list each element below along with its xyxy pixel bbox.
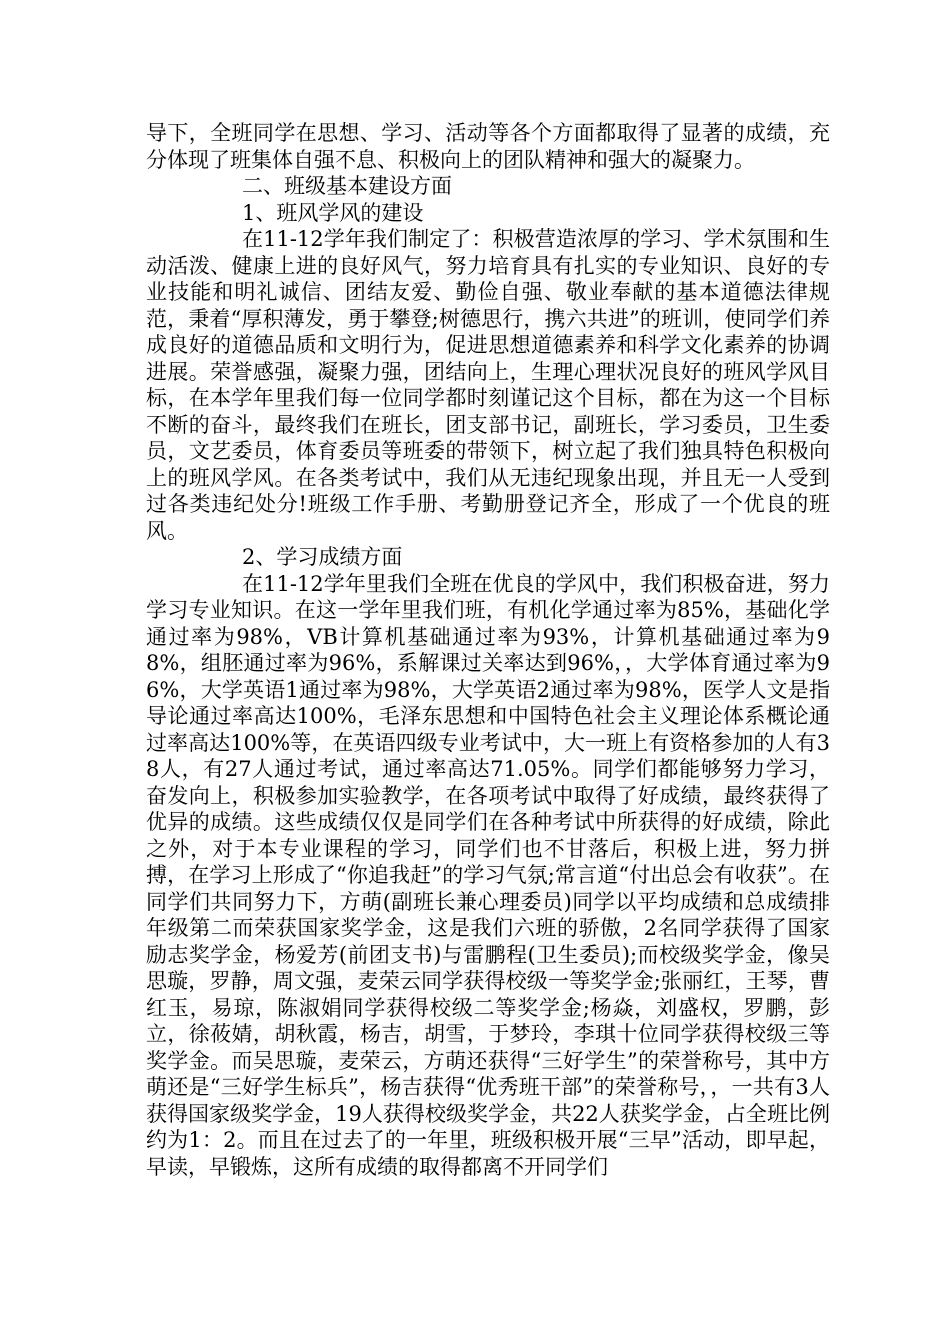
- body-paragraph-intro: 导下，全班同学在思想、学习、活动等各个方面都取得了显著的成绩，充分体现了班集体自强不息、积极向上的团队精神和强大的凝聚力。: [146, 121, 830, 172]
- body-paragraph-academic-results: 在11-12学年里我们全班在优良的学风中，我们积极奋进，努力学习专业知识。在这一学年里我们班，有机化学通过率为85%，基础化学通过率为98%，VB计算机基础通过率为93%，计算机基础通过率为98%，组胚通过率为96%，系解课过关率达到96%，，大学体育通过率为96%，大学英语1通过率为98%，大学英语2通过率为98%，医学人文是指导论通过率高达100%，毛泽东思想和中国特色社会主义理论体系概论通过率高达100%等，在英语四级专业考试中，大一班上有资格参加的人有38人，有27人通过考试，通过率高达71.05%。同学们都能够努力学习，奋发向上，积极参加实验教学，在各项考试中取得了好成绩，最终获得了优异的成绩。这些成绩仅仅是同学们在各种考试中所获得的好成绩，除此之外，对于本专业课程的学习，同学们也不甘落后，积极上进，努力拼搏，在学习上形成了“你追我赶”的学习气氛;常言道“付出总会有收获”。在同学们共同努力下，方萌(副班长兼心理委员)同学以平均成绩和总成绩排年级第二而荣获国家奖学金，这是我们六班的骄傲，2名同学获得了国家励志奖学金，杨爱芳(前团支书)与雷鹏程(卫生委员);而校级奖学金，像吴思璇，罗静，周文强，麦荣云同学获得校级一等奖学金;张丽红，王琴，曹红玉，易琼，陈淑娟同学获得校级二等奖学金;杨焱，刘盛权，罗鹏，彭立，徐莜婧，胡秋霞，杨吉，胡雪，于梦玲，李琪十位同学获得校级三等奖学金。而吴思璇，麦荣云，方萌还获得“三好学生”的荣誉称号，其中方萌还是“三好学生标兵”，杨吉获得“优秀班干部”的荣誉称号，，一共有3人获得国家级奖学金，19人获得校级奖学金，共22人获奖学金，占全班比例约为1：2。而且在过去了的一年里，班级积极开展“三早”活动，即早起，早读，早锻炼，这所有成绩的取得都离不开同学们: [146, 571, 830, 1179]
- subsection-heading-class-style: 1、班风学风的建设: [242, 200, 424, 225]
- subsection-heading-academic-results: 2、学习成绩方面: [242, 545, 403, 569]
- section-heading-class-construction: 二、班级基本建设方面: [242, 174, 452, 198]
- body-paragraph-class-style: 在11-12学年我们制定了：积极营造浓厚的学习、学术氛围和生动活泼、健康上进的良好风气，努力培育具有扎实的专业知识、良好的专业技能和明礼诚信、团结友爱、勤俭自强、敬业奉献的基本道德法律规范，秉着“厚积薄发，勇于攀登;树德思行，携六共进”的班训，使同学们养成良好的道德品质和文明行为，促进思想道德素养和科学文化素养的协调进展。荣誉感强，凝聚力强，团结向上，生理心理状况良好的班风学风目标，在本学年里我们每一位同学都时刻谨记这个目标，都在为这一个目标不断的奋斗，最终我们在班长，团支部书记，副班长，学习委员，卫生委员，文艺委员，体育委员等班委的带领下，树立起了我们独具特色积极向上的班风学风。在各类考试中，我们从无违纪现象出现，并且无一人受到过各类违纪处分!班级工作手册、考勤册登记齐全，形成了一个优良的班风。: [146, 227, 830, 543]
